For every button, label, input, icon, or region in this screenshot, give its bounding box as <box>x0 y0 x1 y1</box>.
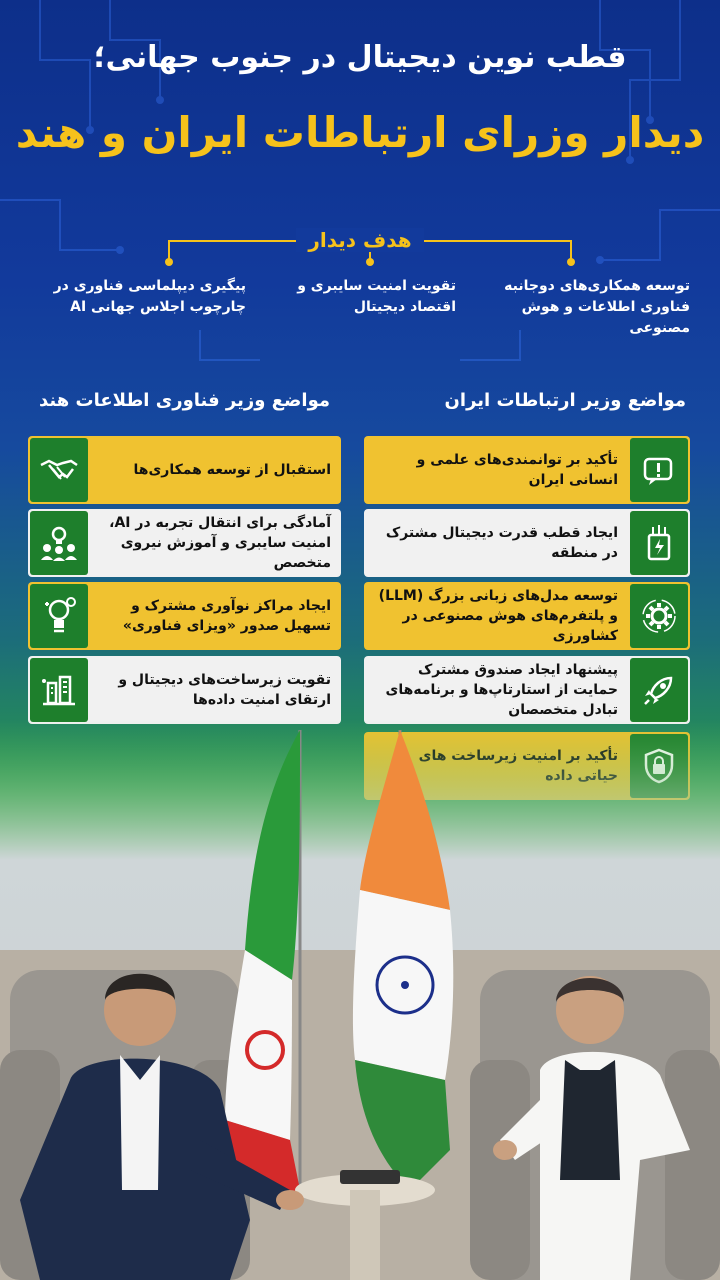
alert-message-icon <box>630 438 688 502</box>
iran-item-text: تأکید بر توانمندی‌های علمی و انسانی ایران <box>416 452 618 488</box>
india-item-2 <box>28 509 341 577</box>
goal-item-1: توسعه همکاری‌های دوجانبه فناوری اطلاعات و هوش مصنوعی <box>504 278 690 336</box>
iran-column-heading: مواضع وزیر ارتباطات ایران <box>444 390 686 411</box>
india-item-1 <box>28 436 341 504</box>
rocket-icon <box>630 658 688 722</box>
page-title: دیدار وزرای ارتباطات ایران و هند <box>15 108 705 157</box>
goal-item-3: پیگیری دیپلماسی فناوری در چارچوب اجلاس جهانی AI <box>53 278 246 315</box>
chip-power-icon <box>630 511 688 575</box>
iran-item-text: پیشنهاد ایجاد صندوق مشترک حمایت از استارتاپ‌ها و برنامه‌های تبادل متخصصان <box>385 662 618 718</box>
gear-cycle-icon <box>630 584 688 648</box>
meeting-photo <box>0 720 720 1280</box>
india-item-text: آمادگی برای انتقال تجربه در AI، امنیت سایبری و آموزش نیروی متخصص <box>109 515 331 571</box>
iran-item-text: توسعه مدل‌های زبانی بزرگ (LLM) و پلتفرم‌های هوش مصنوعی در کشاورزی <box>378 588 618 644</box>
india-column-heading: مواضع وزیر فناوری اطلاعات هند <box>39 390 330 411</box>
goal-title: هدف دیدار <box>0 228 720 252</box>
india-item-text: استقبال از توسعه همکاری‌ها <box>133 462 331 478</box>
innovation-bulb-icon <box>30 584 88 648</box>
india-item-text: تقویت زیرساخت‌های دیجیتال و ارتقای امنیت داده‌ها <box>118 672 331 708</box>
goal-item-2: تقویت امنیت سایبری و اقتصاد دیجیتال <box>297 278 456 315</box>
handshake-icon <box>30 438 88 502</box>
iran-item-2 <box>364 509 690 577</box>
goal-dot-left <box>165 258 173 266</box>
iran-item-1 <box>364 436 690 504</box>
team-idea-icon <box>30 511 88 575</box>
iran-item-text: ایجاد قطب قدرت دیجیتال مشترک در منطقه <box>385 525 618 561</box>
goal-dot-right <box>567 258 575 266</box>
india-item-text: ایجاد مراکز نوآوری مشترک و تسهیل صدور «ویزای فناوری» <box>122 598 331 634</box>
iran-item-4 <box>364 656 690 724</box>
india-item-4 <box>28 656 341 724</box>
india-item-3 <box>28 582 341 650</box>
page-subtitle: قطب نوین دیجیتال در جنوب جهانی؛ <box>93 40 627 75</box>
infrastructure-icon <box>30 658 88 722</box>
iran-item-3 <box>364 582 690 650</box>
goal-dot-center <box>366 258 374 266</box>
